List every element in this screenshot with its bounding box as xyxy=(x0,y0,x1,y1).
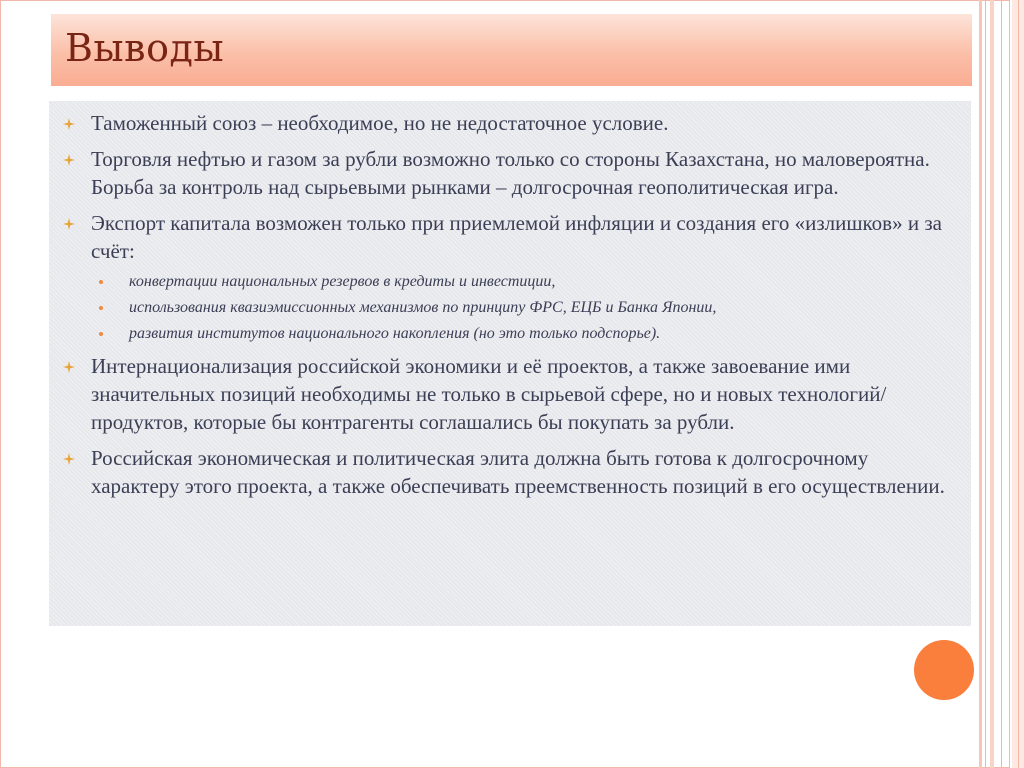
bullet-text: Таможенный союз – необходимое, но не недостаточное условие. xyxy=(91,111,669,135)
decor-rail xyxy=(985,0,986,768)
decor-rail xyxy=(979,0,982,768)
sub-bullet-item xyxy=(91,271,949,292)
sub-bullet-list xyxy=(91,271,949,344)
bullet-text: Экспорт капитала возможен только при приемлемой инфляции и создания его «излишков» и за счёт: xyxy=(91,211,942,263)
sub-bullet-text: развития институтов национального накопления (но это только подспорье). xyxy=(129,325,661,342)
bullet-item xyxy=(49,444,949,500)
bullet-list xyxy=(49,109,949,508)
bullet-item xyxy=(49,209,949,344)
dot-bullet-icon xyxy=(99,332,103,336)
sub-bullet-item xyxy=(91,297,949,318)
content-box xyxy=(49,101,971,626)
slide-title: Выводы xyxy=(65,26,225,70)
decor-rail xyxy=(990,0,994,768)
bullet-text: Торговля нефтью и газом за рубли возможно только со стороны Казахстана, но маловероятна. Борьба за контроль над сырьевыми рынками – долгосрочная геополитическая игра. xyxy=(91,147,930,199)
dot-bullet-icon xyxy=(99,306,103,310)
sub-bullet-text: использования квазиэмиссионных механизмов по принципу ФРС, ЕЦБ и Банка Японии, xyxy=(129,299,717,316)
bullet-text: Интернационализация российской экономики и её проектов, а также завоевание ими значительных позиций необходимы не только в сырьевой сфере, но и новых технологий/продуктов, которые бы контрагенты соглашались бы покупать за рубли. xyxy=(91,354,887,434)
decor-rail xyxy=(1018,0,1019,768)
sub-bullet-item xyxy=(91,323,949,344)
dot-bullet-icon xyxy=(99,280,103,284)
diamond-bullet-icon xyxy=(63,154,75,166)
decor-rail xyxy=(1001,0,1002,768)
decorative-circle xyxy=(914,640,974,700)
diamond-bullet-icon xyxy=(63,453,75,465)
bullet-item xyxy=(49,109,949,137)
diamond-bullet-icon xyxy=(63,361,75,373)
sub-bullet-text: конвертации национальных резервов в кредиты и инвестиции, xyxy=(129,273,556,290)
bullet-item xyxy=(49,352,949,436)
bullet-item xyxy=(49,145,949,201)
diamond-bullet-icon xyxy=(63,218,75,230)
diamond-bullet-icon xyxy=(63,118,75,130)
title-bar xyxy=(51,14,972,86)
bullet-text: Российская экономическая и политическая элита должна быть готова к долгосрочному характеру этого проекта, а также обеспечивать преемственность позиций в его осуществлении. xyxy=(91,446,945,498)
